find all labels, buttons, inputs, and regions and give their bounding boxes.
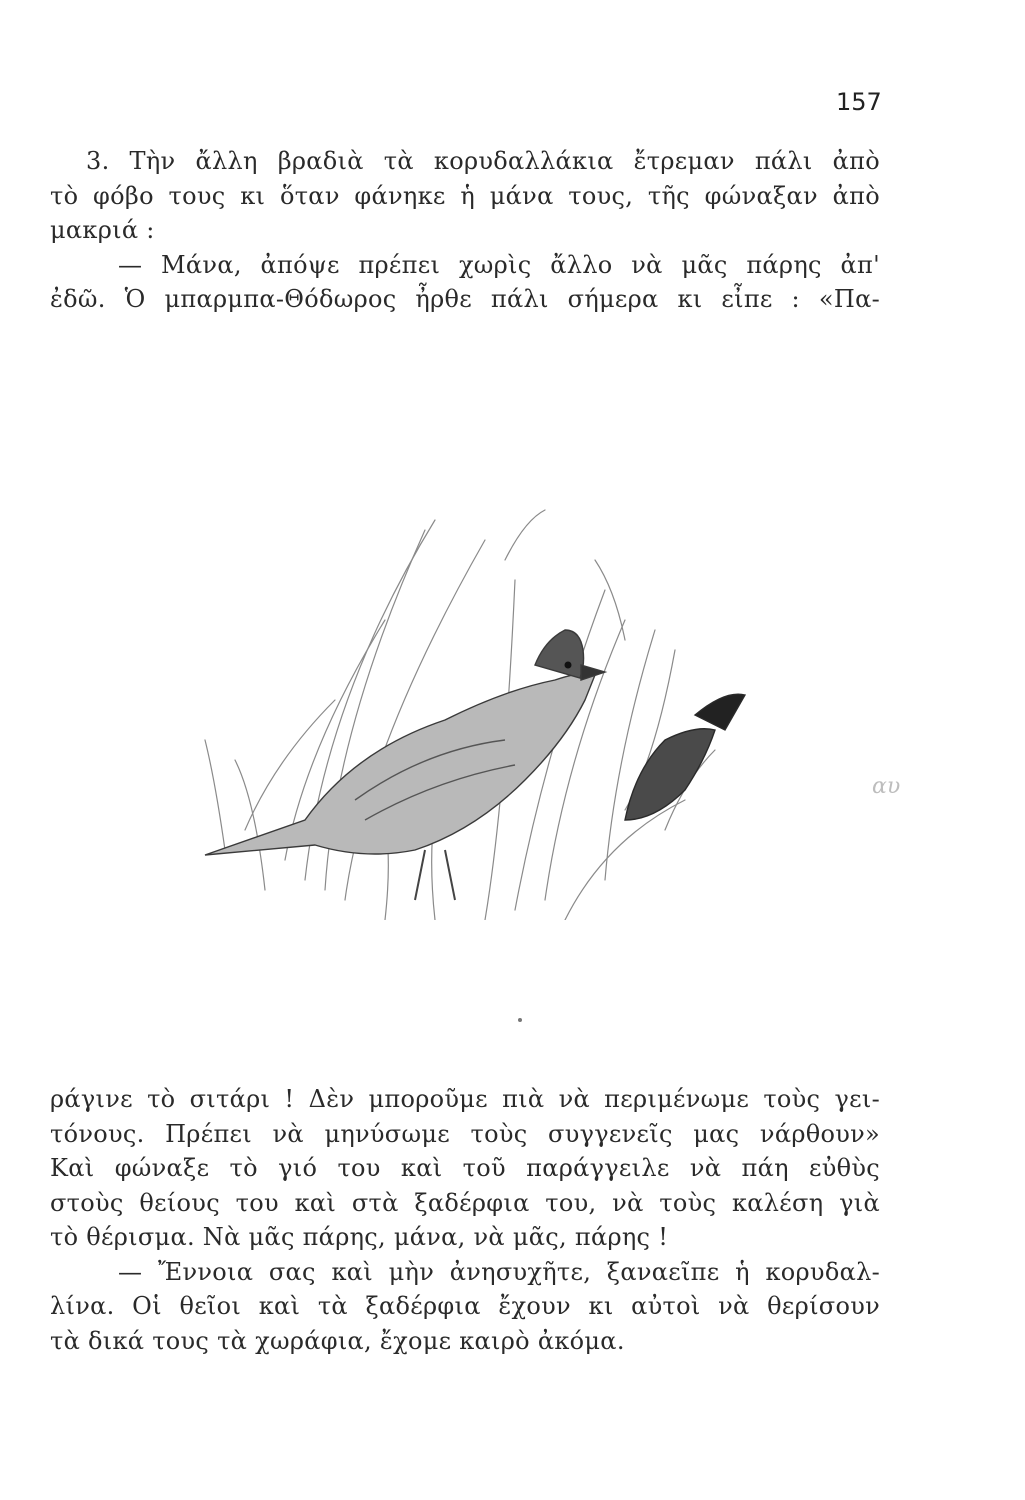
text-line: τὸ φόβο τους κι ὅταν φάνηκε ἡ μάνα τους, τῆς φώναξαν ἀπὸ (50, 181, 880, 210)
text-line: στοὺς θείους του καὶ στὰ ξαδέρφια του, νὰ τοὺς καλέση γιὰ (50, 1188, 880, 1217)
lark-illustration (185, 500, 755, 920)
text-line: ἐδῶ. Ὁ μπαρμπα-Θόδωρος ἦρθε πάλι σήμερα κι εἶπε : «Πα- (50, 285, 880, 313)
text-line: — Ἔννοια σας καὶ μὴν ἀνησυχῆτε, ξαναεῖπε ἡ κορυδαλ- (118, 1257, 880, 1286)
text-line: λίνα. Οἱ θεῖοι καὶ τὰ ξαδέρφια ἔχουν κι αὐτοὶ νὰ θερίσουν (50, 1292, 880, 1320)
text-line: Καὶ φώναξε τὸ γιό του καὶ τοῦ παράγγειλε νὰ πάη εὐθὺς (50, 1154, 880, 1182)
text-line: τὸ θέρισμα. Νὰ μᾶς πάρης, μάνα, νὰ μᾶς, πάρης ! (50, 1223, 669, 1251)
text-line: μακριά : (50, 216, 155, 244)
bottom-paragraphs (50, 1082, 880, 1358)
lark-body (205, 630, 605, 900)
chick-in-grass (625, 694, 745, 820)
text-line: ράγινε τὸ σιτάρι ! Δὲν μποροῦμε πιὰ νὰ περιμένωμε τοὺς γει- (50, 1085, 880, 1113)
ink-dot (518, 1018, 522, 1022)
margin-note: αυ (872, 774, 901, 799)
page-number: 157 (836, 88, 882, 116)
top-paragraphs (50, 144, 880, 317)
text-line: 3. Τὴν ἄλλη βραδιὰ τὰ κορυδαλλάκια ἔτρεμαν πάλι ἀπὸ (86, 147, 880, 175)
text-line: — Μάνα, ἀπόψε πρέπει χωρὶς ἄλλο νὰ μᾶς πάρης ἀπ' (118, 250, 880, 279)
text-line: τὰ δικά τους τὰ χωράφια, ἔχομε καιρὸ ἀκόμα. (50, 1326, 625, 1355)
text-line: τόνους. Πρέπει νὰ μηνύσωμε τοὺς συγγενεῖς μας νάρθουν» (50, 1119, 880, 1148)
